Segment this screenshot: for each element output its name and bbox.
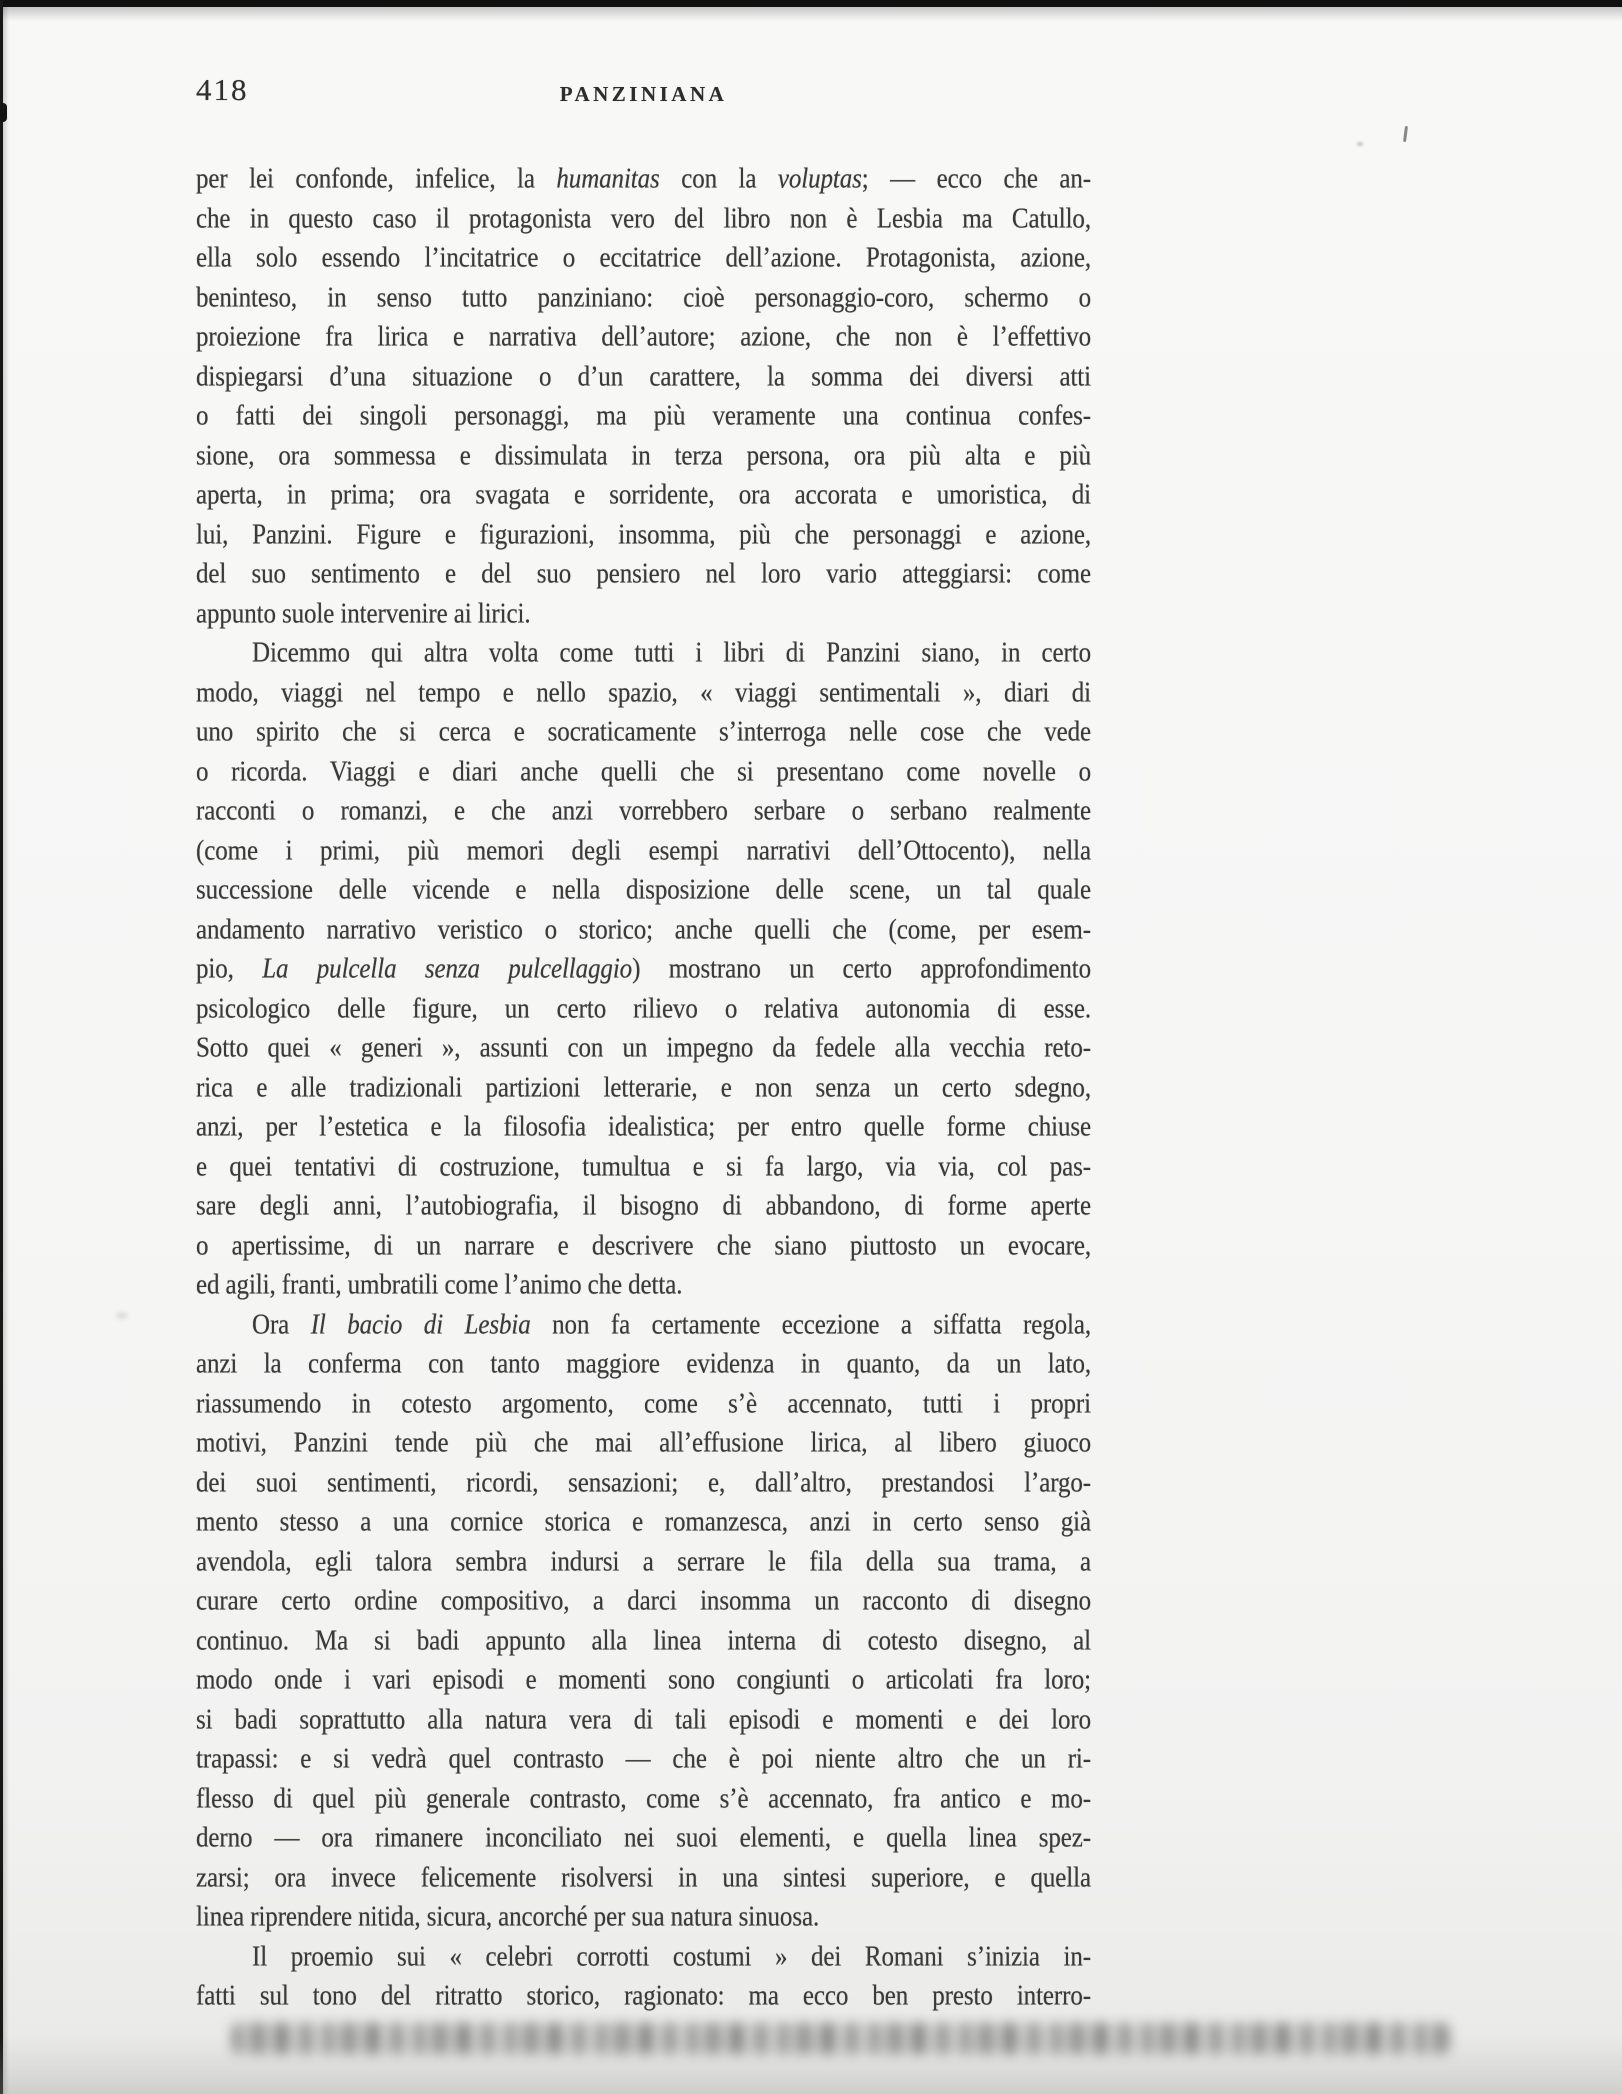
text-segment: pio,: [196, 953, 263, 985]
text-line: [196, 394, 1091, 439]
italic-text-segment: Il bacio di Lesbia: [310, 1309, 531, 1340]
text-line: [196, 1026, 1091, 1071]
italic-text-segment: La pulcella senza pulcellaggio: [262, 953, 633, 985]
text-line: [196, 1658, 1091, 1703]
text-line: [196, 1816, 1091, 1861]
running-head: PANZINIANA: [559, 82, 728, 106]
text-line: [196, 671, 1091, 716]
text-line: [196, 1698, 1091, 1743]
text-line: [196, 355, 1091, 400]
text-segment: modo onde i vari episodi e momenti sono congiunti o articolati fra loro;: [196, 1664, 1091, 1696]
text-segment: curare certo ordine compositivo, a darci insomma un racconto di disegno: [196, 1585, 1091, 1617]
text-line: [196, 1066, 1091, 1111]
text-line: [196, 1421, 1091, 1466]
text-line: [196, 592, 1091, 637]
text-line: [196, 1579, 1091, 1624]
text-segment: ella solo essendo l’incitatrice o eccitatrice dell’azione. Protagonista, azione,: [196, 242, 1091, 274]
text-segment: dispiegarsi d’una situazione o d’un carattere, la somma dei diversi atti: [196, 361, 1091, 392]
text-line: [196, 1105, 1091, 1150]
text-line: [196, 1895, 1091, 1940]
text-line: [196, 1184, 1091, 1229]
text-line: [196, 1619, 1091, 1664]
text-segment: (come i primi, più memori degli esempi narrativi dell’Ottocento), nella: [196, 835, 1091, 866]
text-segment: o apertissime, di un narrare e descrivere che siano piuttosto un evocare,: [196, 1230, 1091, 1261]
text-segment: derno — ora rimanere inconciliato nei suoi elementi, e quella linea spez-: [196, 1822, 1091, 1854]
text-segment: uno spirito che si cerca e socraticamente s’interroga nelle cose che vede: [196, 716, 1091, 748]
scan-top-border: [0, 0, 1622, 7]
text-line: [196, 908, 1091, 953]
text-segment: riassumendo in cotesto argomento, come s’è accennato, tutti i propri: [196, 1388, 1091, 1419]
text-segment: rica e alle tradizionali partizioni letterarie, e non senza un certo sdegno,: [196, 1072, 1091, 1103]
text-segment: ed agili, franti, umbratili come l’animo che detta.: [196, 1269, 683, 1301]
text-line: [196, 1737, 1091, 1782]
text-line: [196, 197, 1091, 242]
text-line: [196, 1342, 1091, 1387]
bleed-through-band: [232, 2023, 1450, 2054]
text-segment: appunto suole intervenire ai lirici.: [196, 598, 531, 629]
text-segment: ) mostrano un certo approfondimento: [632, 953, 1092, 985]
text-segment: aperta, in prima; ora svagata e sorridente, ora accorata e umoristica, di: [196, 479, 1091, 511]
text-line: [196, 1856, 1091, 1901]
scan-top-border-shadow: [0, 7, 1622, 21]
text-segment: avendola, egli talora sembra indursi a serrare le fila della sua trama, a: [196, 1546, 1091, 1577]
text-segment: non fa certamente eccezione a siffatta regola,: [530, 1309, 1092, 1340]
page-number: 418: [196, 72, 249, 107]
text-segment: flesso di quel più generale contrasto, come s’è accennato, fra antico e mo-: [196, 1783, 1091, 1814]
text-line: [196, 987, 1091, 1032]
text-segment: mento stesso a una cornice storica e romanzesca, anzi in certo senso già: [196, 1506, 1091, 1538]
text-segment: lui, Panzini. Figure e figurazioni, insomma, più che personaggi e azione,: [196, 519, 1091, 550]
text-line: [196, 1540, 1091, 1585]
text-segment: fatti sul tono del ritratto storico, ragionato: ma ecco ben presto interro-: [196, 1980, 1091, 2012]
text-line: [196, 473, 1091, 518]
scan-artifact: [116, 1312, 128, 1319]
text-segment: Sotto quei « generi », assunti con un impegno da fedele alla vecchia reto-: [196, 1032, 1091, 1064]
text-segment: andamento narrativo veristico o storico; anche quelli che (come, per esem-: [196, 914, 1091, 945]
text-segment: anzi, per l’estetica e la filosofia idealistica; per entro quelle forme chiuse: [196, 1111, 1091, 1143]
text-line: [196, 513, 1091, 558]
italic-text-segment: voluptas: [777, 163, 862, 195]
text-segment: linea riprendere nitida, sicura, ancorché per sua natura sinuosa.: [196, 1901, 820, 1933]
text-line: [196, 1935, 1091, 1980]
text-line: [196, 1777, 1091, 1822]
scan-artifact: [1403, 126, 1408, 142]
text-line: [196, 829, 1091, 874]
text-segment: con la: [659, 163, 778, 195]
text-line: [196, 710, 1091, 755]
text-segment: si badi soprattutto alla natura vera di tali episodi e momenti e dei loro: [196, 1704, 1091, 1735]
text-line: [196, 1500, 1091, 1545]
scan-left-border-shadow: [3, 0, 9, 2094]
scan-edge-notch: [0, 103, 7, 122]
text-segment: trapassi: e si vedrà quel contrasto — che è poi niente altro che un ri-: [196, 1743, 1091, 1775]
text-segment: o ricorda. Viaggi e diari anche quelli che si presentano come novelle o: [196, 756, 1091, 787]
text-line: [196, 1303, 1091, 1348]
text-segment: anzi la conferma con tanto maggiore evidenza in quanto, da un lato,: [196, 1348, 1091, 1380]
text-segment: successione delle vicende e nella disposizione delle scene, un tal quale: [196, 874, 1091, 906]
text-segment: beninteso, in senso tutto panziniano: cioè personaggio-coro, schermo o: [196, 282, 1091, 313]
text-line: [196, 1382, 1091, 1427]
text-line: [196, 631, 1091, 676]
text-segment: racconti o romanzi, e che anzi vorrebbero serbare o serbano realmente: [196, 795, 1091, 827]
text-segment: che in questo caso il protagonista vero del libro non è Lesbia ma Catullo,: [196, 203, 1091, 234]
text-segment: sare degli anni, l’autobiografia, il bisogno di abbandono, di forme aperte: [196, 1190, 1091, 1222]
text-line: [196, 552, 1091, 597]
text-line: [196, 157, 1091, 202]
text-segment: Ora: [252, 1309, 311, 1340]
text-line: [196, 1461, 1091, 1506]
italic-text-segment: humanitas: [556, 163, 660, 195]
text-line: [196, 315, 1091, 360]
text-line: [196, 276, 1091, 321]
text-block: [196, 160, 1091, 2017]
text-line: [196, 434, 1091, 479]
text-segment: del suo sentimento e del suo pensiero nel loro vario atteggiarsi: come: [196, 558, 1091, 590]
text-segment: e quei tentativi di costruzione, tumultua e si fa largo, via via, col pas-: [196, 1151, 1091, 1182]
text-line: [196, 868, 1091, 913]
text-line: [196, 1145, 1091, 1190]
text-segment: psicologico delle figure, un certo rilievo o relativa autonomia di esse.: [196, 993, 1091, 1024]
text-line: [196, 1224, 1091, 1269]
text-line: [196, 947, 1091, 992]
text-segment: Dicemmo qui altra volta come tutti i libri di Panzini siano, in certo: [252, 637, 1091, 669]
text-segment: modo, viaggi nel tempo e nello spazio, « viaggi sentimentali », diari di: [196, 677, 1091, 708]
text-segment: Il proemio sui « celebri corrotti costumi » dei Romani s’inizia in-: [252, 1941, 1091, 1972]
text-line: [196, 1263, 1091, 1308]
text-line: [196, 1974, 1091, 2019]
text-line: [196, 750, 1091, 795]
text-segment: zarsi; ora invece felicemente risolversi in una sintesi superiore, e quella: [196, 1862, 1091, 1893]
text-segment: motivi, Panzini tende più che mai all’effusione lirica, al libero giuoco: [196, 1427, 1091, 1459]
text-segment: proiezione fra lirica e narrativa dell’autore; azione, che non è l’effettivo: [196, 321, 1091, 353]
text-segment: sione, ora sommessa e dissimulata in terza persona, ora più alta e più: [196, 440, 1091, 471]
text-segment: per lei confonde, infelice, la: [196, 163, 557, 195]
text-line: [196, 236, 1091, 281]
scan-artifact: [1357, 142, 1363, 146]
text-segment: dei suoi sentimenti, ricordi, sensazioni; e, dall’altro, prestandosi l’argo-: [196, 1467, 1091, 1498]
text-segment: ; — ecco che an-: [861, 163, 1092, 195]
text-segment: o fatti dei singoli personaggi, ma più veramente una continua confes-: [196, 400, 1091, 432]
text-line: [196, 789, 1091, 834]
text-segment: continuo. Ma si badi appunto alla linea interna di cotesto disegno, al: [196, 1625, 1091, 1656]
